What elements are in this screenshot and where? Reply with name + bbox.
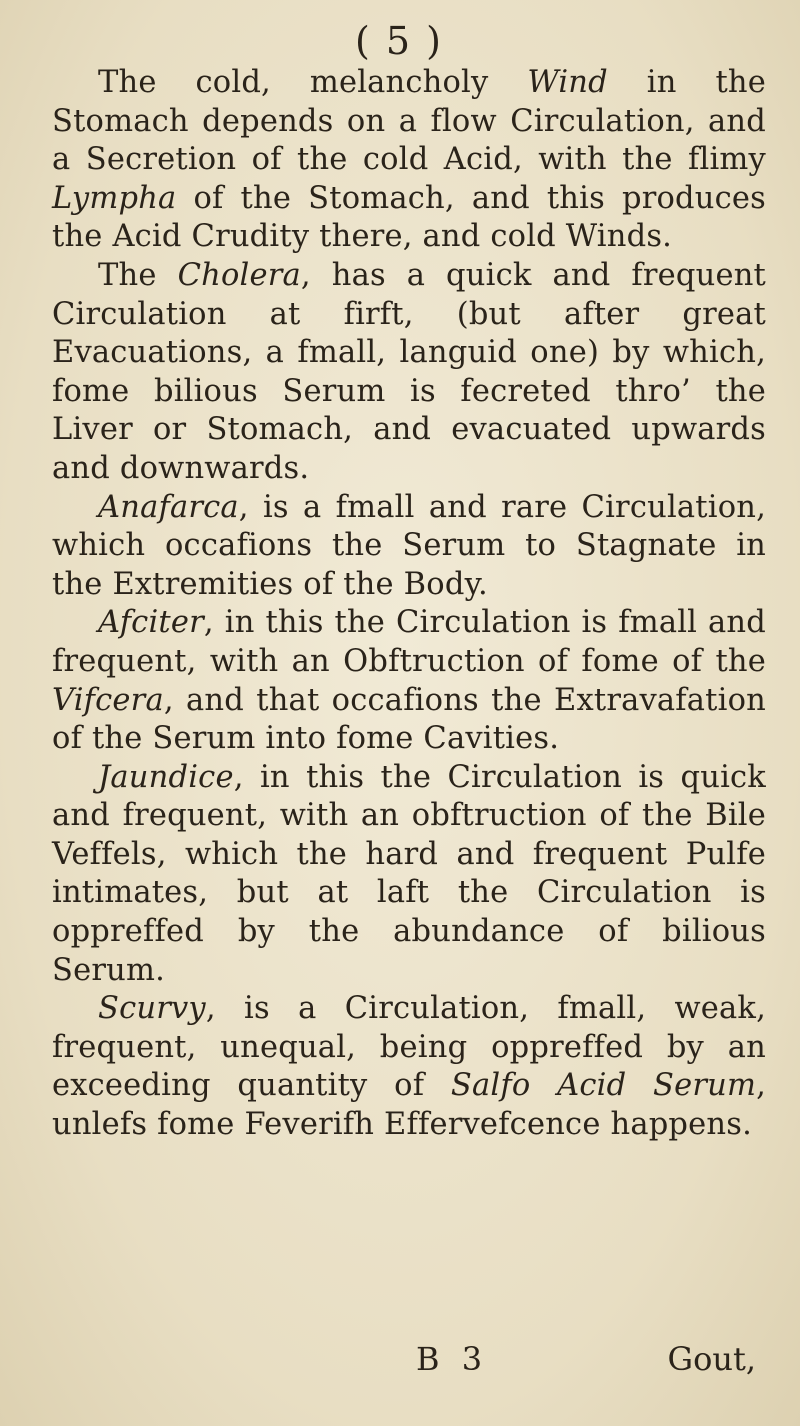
paragraph-anasarca bbox=[52, 489, 766, 605]
page-footer bbox=[52, 1340, 766, 1386]
paragraph-text: The bbox=[98, 257, 178, 293]
italic-term: Cholera bbox=[177, 257, 301, 293]
paragraph-text: , in this the Circulation is fmall and frequent, with an Obftruction of fome of the bbox=[52, 605, 766, 679]
paragraph-text: in the Stomach depends on a flow Circulation, and a Secretion of the cold Acid, with the flimy bbox=[52, 65, 767, 178]
page-number: ( 5 ) bbox=[355, 19, 443, 63]
italic-term: Jaundice bbox=[98, 759, 234, 795]
paragraph-text: , has a quick and frequent Circulation at firft, (but after great Evacuations, a fmall, languid one) by which, fome bilious Serum is fecreted thro’ the Liver or Stomach, and evacuated upwards and downwards. bbox=[52, 257, 766, 486]
paragraph-text: , and that occafions the Extravafation of the Serum into fome Cavities. bbox=[52, 682, 766, 757]
catchword: Gout, bbox=[667, 1340, 756, 1378]
italic-term: Wind bbox=[527, 65, 608, 100]
italic-term: Salfo Acid Serum bbox=[450, 1068, 757, 1104]
signature-mark: B 3 bbox=[416, 1340, 489, 1378]
paragraph-text: , is a fmall and rare Circulation, which occafions the Serum to Stagnate in the Extremities of the Body. bbox=[52, 489, 766, 602]
italic-term: Scurvy bbox=[98, 991, 206, 1027]
paragraph-scurvy bbox=[52, 990, 766, 1144]
paragraph-text: , in this the Circulation is quick and frequent, with an obftruction of the Bile Veffels, which the hard and frequent Pulfe intimates, but at laft the Circulation is oppreffed by the abundance of bilious Serum. bbox=[52, 759, 766, 988]
paragraph-text: , is a Circulation, fmall, weak, frequent, unequal, being oppreffed by an exceeding quantity of bbox=[52, 991, 766, 1104]
italic-term: Anafarca bbox=[98, 489, 239, 525]
paragraph-cholera bbox=[52, 257, 766, 489]
italic-term: Vifcera bbox=[52, 682, 164, 718]
italic-term: Afciter bbox=[98, 605, 204, 641]
paragraph-text: of the Stomach, and this produces the Acid Crudity there, and cold Winds. bbox=[52, 180, 766, 255]
body-text bbox=[52, 64, 766, 1145]
paragraph-ascites bbox=[52, 604, 766, 758]
paragraph-wind bbox=[52, 64, 766, 257]
paragraph-text: The cold, melancholy bbox=[98, 65, 528, 100]
paragraph-text: , unlefs fome Feverifh Effervefcence happens. bbox=[52, 1068, 766, 1143]
italic-term: Lympha bbox=[52, 180, 177, 216]
paragraph-jaundice bbox=[52, 759, 766, 991]
